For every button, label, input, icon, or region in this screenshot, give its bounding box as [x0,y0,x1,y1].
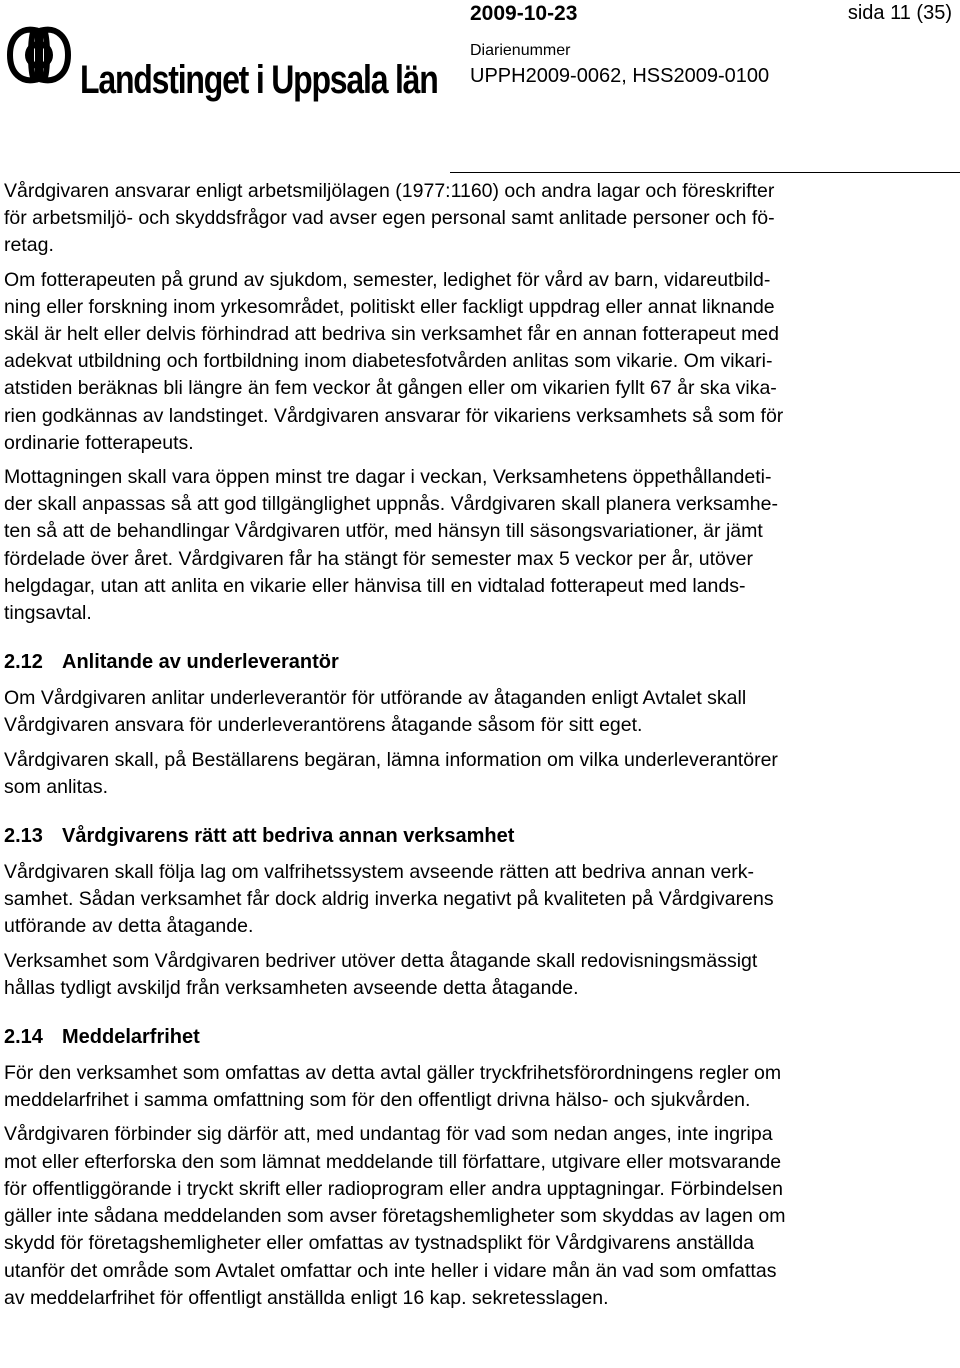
text-line: Verksamhet som Vårdgivaren bedriver utöver detta åtagande skall redovisningsmässigt [4,949,758,972]
section-number: 2.14 [4,1026,43,1049]
section-number: 2.12 [4,651,43,674]
section-heading [4,649,956,676]
text-line: adekvat utbildning och fortbildning inom diabetesfotvården anlitas som vikarie. Om vikari- [4,350,773,373]
text-line: För den verksamhet som omfattas av detta avtal gäller tryckfrihetsförordningens regler om [4,1062,782,1085]
text-line: Om Vårdgivaren anlitar underleverantör för utförande av åtaganden enligt Avtalet skall [4,687,747,710]
text-line: tingsavtal. [4,602,92,625]
section-title: Anlitande av underleverantör [62,651,339,674]
text-line: meddelarfrihet i samma omfattning som för den offentligt drivna hälso- och sjukvården. [4,1089,751,1112]
county-emblem-icon [4,24,74,86]
paragraph [4,464,956,627]
text-line: av meddelarfrihet för offentligt anställda enligt 16 kap. sekretesslagen. [4,1286,609,1309]
text-line: samhet. Sådan verksamhet får dock aldrig inverka negativt på kvaliteten på Vårdgivarens [4,888,774,911]
section-title: Vårdgivarens rätt att bedriva annan verksamhet [62,825,515,848]
text-line: skäl är helt eller delvis förhindrad att bedriva sin verksamhet får en annan fotterapeut med [4,323,780,346]
paragraph [4,1060,956,1114]
text-line: utanför det område som Avtalet omfattar och inte heller i vidare mån än vad som omfattas [4,1259,777,1282]
text-line: Vårdgivaren ansvarar enligt arbetsmiljölagen (1977:1160) och andra lagar och föreskrifter [4,180,775,202]
header-logo [4,24,438,102]
section [4,823,956,1002]
text-line: Om fotterapeuten på grund av sjukdom, semester, ledighet för vård av barn, vidareutbild- [4,268,771,291]
text-line: Vårdgivaren förbinder sig därför att, med undantag för vad som nedan anges, inte ingripa [4,1123,773,1146]
text-line: ning eller forskning inom yrkesområdet, politiskt eller fackligt uppdrag eller annat liknande [4,295,775,318]
text-line: skydd för företagshemligheter eller omfattas av tystnadsplikt för Vårdgivarens anställda [4,1232,755,1255]
text-line: der skall anpassas så att god tillgänglighet uppnås. Vårdgivaren skall planera verksamhe- [4,493,778,516]
registration-label: Diarienummer [470,42,571,59]
text-line: Vårdgivaren skall, på Beställarens begäran, lämna information om vilka underleverantörer [4,748,778,771]
text-line: mot eller efterforska den som lämnat meddelande till författare, utgivare eller motsvarande [4,1150,782,1173]
section [4,178,956,627]
organization-name: Landstinget i Uppsala län [80,58,438,102]
document-date: 2009-10-23 [470,2,578,25]
paragraph [4,178,956,260]
registration-number: UPPH2009-0062, HSS2009-0100 [470,65,770,87]
document-body [4,178,956,1319]
text-line: retag. [4,234,54,257]
text-line: rien godkännas av landstinget. Vårdgivaren ansvarar för vikariens verksamhets så som för [4,404,784,427]
section-heading [4,1024,956,1051]
section-heading [4,823,956,850]
section-number: 2.13 [4,825,43,848]
paragraph [4,747,956,801]
page-number: sida 11 (35) [847,2,952,24]
section [4,1024,956,1312]
text-line: som anlitas. [4,775,109,798]
paragraph [4,859,956,941]
paragraph [4,948,956,1002]
paragraph [4,267,956,457]
text-line: Vårdgivaren ansvara för underleverantörens åtagande såsom för sitt eget. [4,714,643,737]
paragraph [4,685,956,739]
text-line: för arbetsmiljö- och skyddsfrågor vad avser egen personal samt anlitade personer och fö- [4,207,775,230]
text-line: ten så att de behandlingar Vårdgivaren utför, med hänsyn till säsongsvariationer, är jämt [4,520,763,543]
text-line: helgdagar, utan att anlita en vikarie eller hänvisa till en vidtalad fotterapeut med lands- [4,574,746,597]
paragraph [4,1121,956,1311]
text-line: Mottagningen skall vara öppen minst tre dagar i veckan, Verksamhetens öppethållandeti- [4,466,772,489]
text-line: gäller inte sådana meddelanden som avser företagshemligheter som skyddas av lagen om [4,1205,786,1228]
text-line: Vårdgivaren skall följa lag om valfrihetssystem avseende rätten att bedriva annan verk- [4,861,755,884]
section [4,649,956,801]
text-line: hållas tydligt avskiljd från verksamheten avseende detta åtagande. [4,976,579,999]
section-title: Meddelarfrihet [62,1026,200,1049]
text-line: atstiden beräknas bli längre än fem veckor åt gången eller om vikarien fyllt 67 år ska vika- [4,377,777,400]
text-line: för offentliggörande i tryckt skrift eller radioprogram eller andra upptagningar. Förbindelsen [4,1177,783,1200]
text-line: utförande av detta åtagande. [4,915,254,938]
text-line: fördelade över året. Vårdgivaren får ha stängt för semester max 5 veckor per år, utöver [4,547,753,570]
text-line: ordinarie fotterapeuts. [4,431,194,454]
header-divider [450,172,960,173]
